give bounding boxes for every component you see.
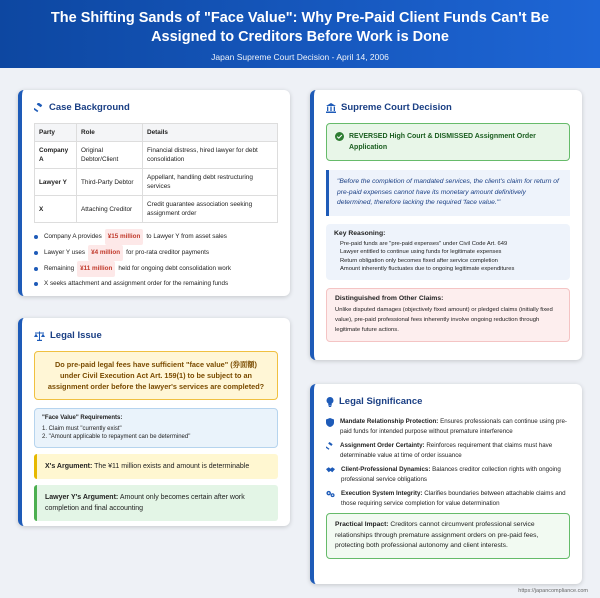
details-cell: Appellant, handling debt restructuring services [143,169,278,196]
legal-issue-title: Legal Issue [50,330,102,341]
scale-icon [34,331,45,341]
significance-heading [326,396,570,407]
face-value-requirements: "Face Value" Requirements: 1. Claim must "currently exist" 2. "Amount applicable to repayment can be determined" [34,408,278,448]
table-row [35,196,278,223]
check-circle-icon [335,132,344,141]
column-header-role: Role [77,124,143,142]
handshake-icon [326,466,335,474]
key-reasoning: Key Reasoning: Pre-paid funds are "pre-paid expenses" under Civil Code Art. 649 Lawyer entitled to continue using funds for legitimate expenses Return obligation only becomes fixed after service completion Amount inherently fluctuates due to ongoing legitimate expenditures [326,224,570,280]
lightbulb-icon [326,397,334,407]
page-subtitle: Japan Supreme Court Decision - April 14, 2006 [211,52,389,62]
gavel-icon [34,103,44,113]
reasoning-item: Return obligation only becomes fixed after service completion [340,257,498,264]
table-row [35,169,278,196]
decision-heading [326,102,570,113]
case-facts-list [34,229,278,291]
reasoning-item: Pre-paid funds are "pre-paid expenses" under Civil Code Art. 649 [340,240,508,247]
role-cell: Attaching Creditor [77,196,143,223]
legal-significance-card [310,384,582,584]
column-header-details: Details [143,124,278,142]
list-item: X seeks attachment and assignment order for the remaining funds [34,277,278,291]
party-cell: X [35,196,77,223]
gavel-icon [326,442,334,451]
case-background-title: Case Background [49,102,130,113]
party-cell: Company A [35,142,77,169]
amount-badge: ¥4 million [88,245,123,261]
verdict-box [326,123,570,161]
list-item: Company A provides ¥15 million to Lawyer Y from asset sales [34,229,278,245]
case-background-card [18,90,290,296]
list-item: Assignment Order Certainty: Reinforces requirement that claims must have determinable value at time of order issuance [326,441,570,460]
list-item: Client-Professional Dynamics: Balances creditor collection rights with ongoing professional service obligations [326,465,570,484]
details-cell: Credit guarantee association seeking assignment order [143,196,278,223]
table-header-row [35,124,278,142]
supreme-court-decision-card [310,90,582,360]
courthouse-icon [326,103,336,113]
page-header [0,0,600,68]
reasoning-item: Amount inherently fluctuates due to ongoing legitimate expenditures [340,266,515,273]
significance-title: Legal Significance [339,396,423,407]
role-cell: Original Debtor/Client [77,142,143,169]
practical-impact: Practical Impact: Creditors cannot circumvent professional service relationships through premature assignment orders on pre-paid fees, protecting both professional autonomy and client interests. [326,513,570,559]
list-item: Remaining ¥11 million held for ongoing debt consolidation work [34,261,278,277]
decision-title: Supreme Court Decision [341,102,452,113]
role-cell: Third-Party Debtor [77,169,143,196]
legal-issue-card [18,318,290,526]
list-item: Lawyer Y uses ¥4 million for pro-rata creditor payments [34,245,278,261]
legal-issue-heading [34,330,278,341]
party-cell: Lawyer Y [35,169,77,196]
case-background-heading [34,102,278,113]
gears-icon [326,490,335,498]
distinguished-claims: Distinguished from Other Claims: Unlike disputed damages (objectively fixed amount) or pledged claims (initially fixed value), pre-paid professional fees inherently involve ongoing reduction through legitimate future actions. [326,288,570,342]
legal-question: Do pre-paid legal fees have sufficient "face value" (券面額) under Civil Execution Act Art. 159(1) to be subject to an assignment order before the lawyer's services are completed? [34,351,278,400]
lawyer-y-argument: Lawyer Y's Argument: Amount only becomes certain after work completion and final accounting [34,485,278,521]
requirement-item: 2. "Amount applicable to repayment can be determined" [42,434,191,440]
x-argument: X's Argument: The ¥11 million exists and amount is determinable [34,454,278,479]
reasoning-item: Lawyer entitled to continue using funds for legitimate expenses [340,249,502,256]
requirement-item: 1. Claim must "currently exist" [42,425,122,432]
list-item: Execution System Integrity: Clarifies boundaries between attachable claims and those requiring service completion for value determination [326,489,570,508]
details-cell: Financial distress, hired lawyer for debt consolidation [143,142,278,169]
amount-badge: ¥15 million [105,229,144,245]
amount-badge: ¥11 million [77,261,115,277]
court-quote: "Before the completion of mandated services, the client's claim for return of pre-paid expenses cannot have its monetary amount definitively determined, therefore lacking the required 'face value.'" [326,170,570,216]
footer-url: https://japancompliance.com [518,588,588,594]
parties-table [34,123,278,223]
shield-icon [326,418,334,427]
list-item: Mandate Relationship Protection: Ensures professionals can continue using pre-paid funds for intended purpose without premature interference [326,417,570,436]
verdict-text: REVERSED High Court & DISMISSED Assignment Order Application [349,133,536,151]
table-row [35,142,278,169]
page-title: The Shifting Sands of "Face Value": Why Pre-Paid Client Funds Can't Be Assigned to Creditors Before Work is Done [50,10,550,45]
column-header-party: Party [35,124,77,142]
